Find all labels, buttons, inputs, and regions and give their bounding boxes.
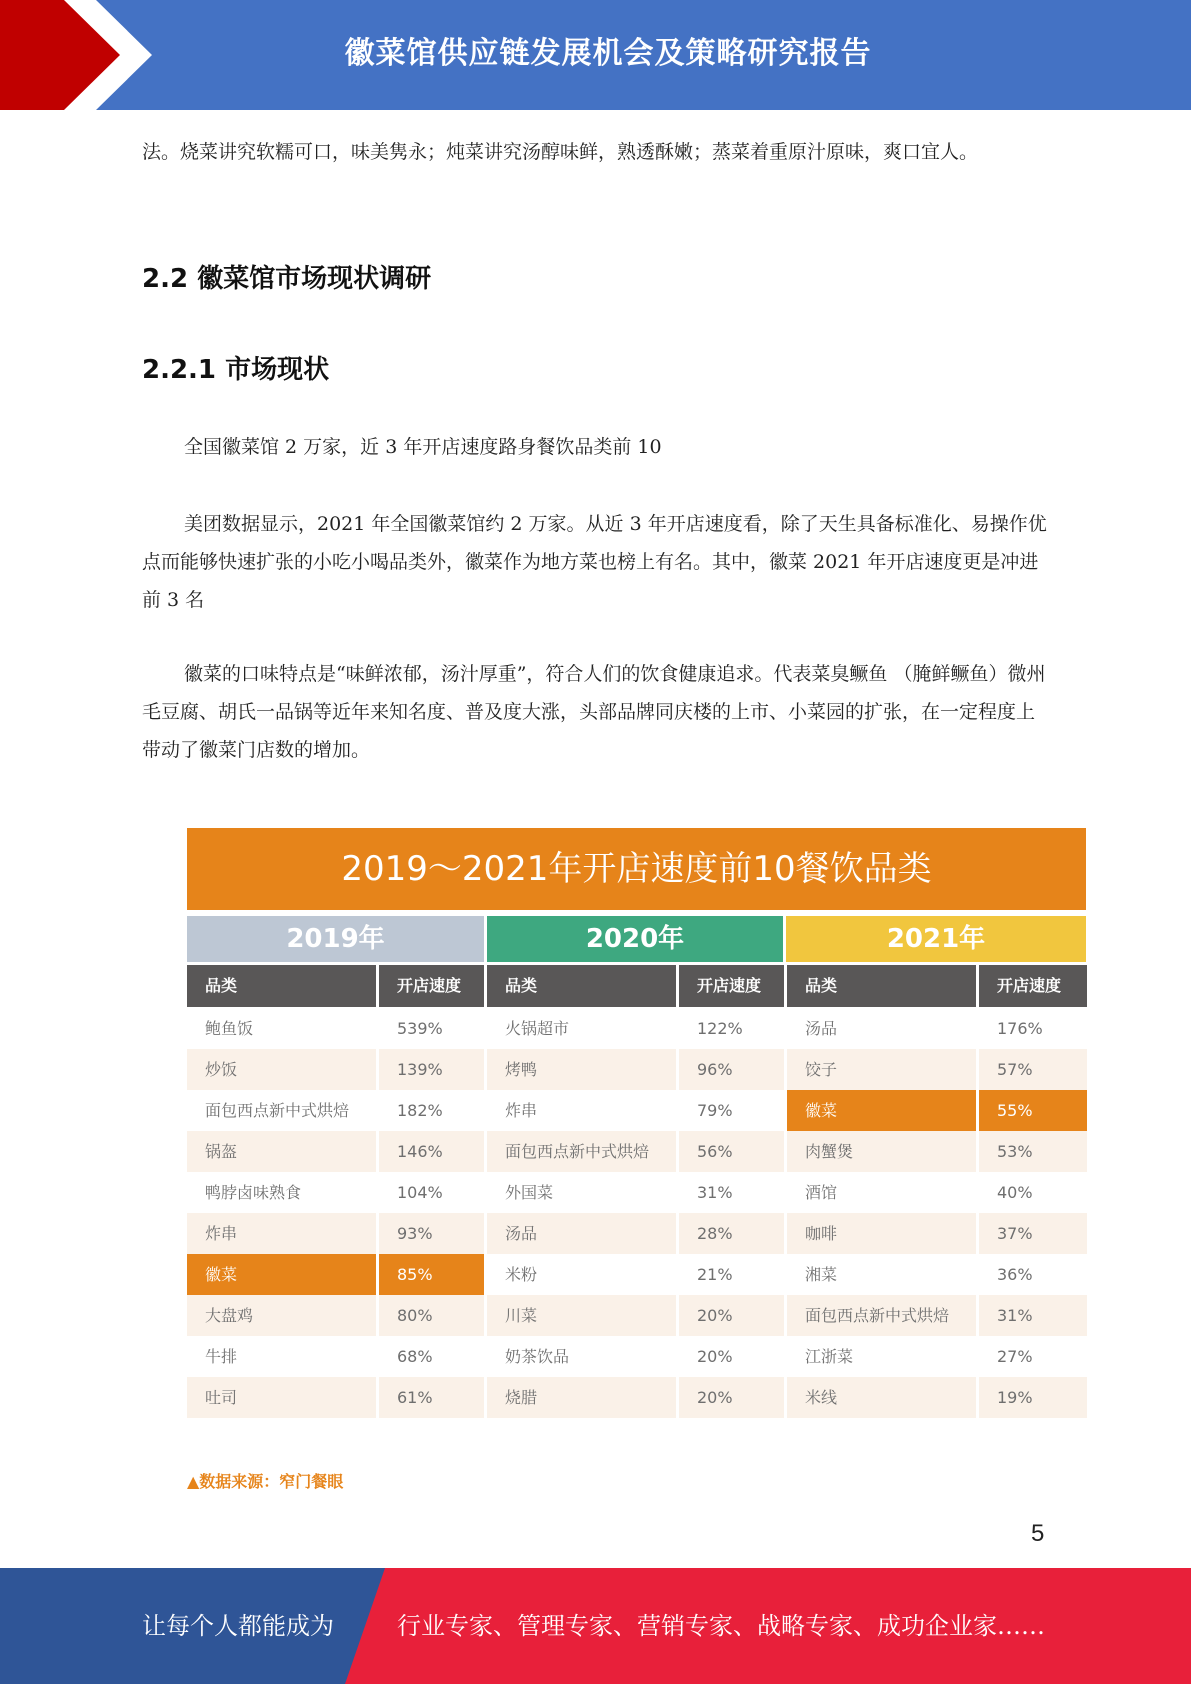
table-cell-category: 奶茶饮品 [487,1336,676,1377]
table-cell-category: 牛排 [187,1336,376,1377]
table-cell-category: 江浙菜 [787,1336,976,1377]
table-cell-speed: 176% [979,1008,1087,1049]
intro-paragraph: 法。烧菜讲究软糯可口，味美隽永；炖菜讲究汤醇味鲜，熟透酥嫩；蒸菜着重原汁原味，爽口宜人。 [142,141,979,163]
footer-slogan-right: 行业专家、管理专家、营销专家、战略专家、成功企业家…… [397,1612,1045,1640]
column-header-speed: 开店速度 [979,965,1087,1007]
column-header-speed: 开店速度 [679,965,784,1007]
year-2019-header: 2019年 [187,916,484,962]
table-cell-category: 徽菜 [187,1254,376,1295]
table-body [187,965,1086,1418]
table-cell-speed: 104% [379,1172,484,1213]
table-cell-speed: 96% [679,1049,784,1090]
table-cell-category: 面包西点新中式烘焙 [187,1090,376,1131]
table-cell-speed: 122% [679,1008,784,1049]
paragraph-2: 美团数据显示，2021 年全国徽菜馆约 2 万家。从近 3 年开店速度看，除了天生具备标准化、易操作优点而能够快速扩张的小吃小喝品类外，徽菜作为地方菜也榜上有名。其中，徽菜 2021 年开店速度更是冲进前 3 名 [142,513,1047,611]
subsection-heading: 2.2.1 市场现状 [142,355,330,385]
table-cell-speed: 139% [379,1049,484,1090]
table-cell-speed: 31% [979,1295,1087,1336]
page-number: 5 [1031,1520,1045,1547]
table-cell-speed: 20% [679,1336,784,1377]
ranking-table-figure [187,828,1086,1418]
table-cell-category: 徽菜 [787,1090,976,1131]
column-2019年-speed [376,965,484,1418]
table-cell-category: 肉蟹煲 [787,1131,976,1172]
table-cell-category: 川菜 [487,1295,676,1336]
table-cell-speed: 55% [979,1090,1087,1131]
table-cell-speed: 53% [979,1131,1087,1172]
table-cell-speed: 19% [979,1377,1087,1418]
year-2021-header: 2021年 [786,916,1086,962]
column-2021年-category [787,965,976,1418]
column-header-category: 品类 [487,965,676,1007]
section-heading: 2.2 徽菜馆市场现状调研 [142,264,432,294]
table-cell-category: 外国菜 [487,1172,676,1213]
table-cell-speed: 93% [379,1213,484,1254]
table-cell-speed: 79% [679,1090,784,1131]
table-cell-category: 炒饭 [187,1049,376,1090]
table-cell-category: 面包西点新中式烘焙 [787,1295,976,1336]
table-cell-speed: 182% [379,1090,484,1131]
table-cell-category: 鲍鱼饭 [187,1008,376,1049]
table-cell-speed: 36% [979,1254,1087,1295]
table-cell-speed: 20% [679,1295,784,1336]
table-cell-speed: 56% [679,1131,784,1172]
table-cell-category: 烤鸭 [487,1049,676,1090]
table-cell-category: 汤品 [487,1213,676,1254]
table-cell-speed: 21% [679,1254,784,1295]
table-cell-category: 大盘鸡 [187,1295,376,1336]
table-cell-speed: 539% [379,1008,484,1049]
report-title: 徽菜馆供应链发展机会及策略研究报告 [344,36,872,71]
table-cell-category: 锅盔 [187,1131,376,1172]
column-header-category: 品类 [187,965,376,1007]
table-cell-category: 湘菜 [787,1254,976,1295]
column-2020年-speed [676,965,784,1418]
table-cell-category: 吐司 [187,1377,376,1418]
data-source-note: ▲数据来源：窄门餐眼 [187,1472,344,1491]
column-2020年-category [487,965,676,1418]
table-cell-category: 汤品 [787,1008,976,1049]
column-header-category: 品类 [787,965,976,1007]
year-2020-header: 2020年 [487,916,783,962]
table-cell-speed: 57% [979,1049,1087,1090]
table-cell-speed: 40% [979,1172,1087,1213]
table-cell-speed: 61% [379,1377,484,1418]
table-cell-category: 火锅超市 [487,1008,676,1049]
column-2019年-category [187,965,376,1418]
table-cell-category: 米线 [787,1377,976,1418]
table-cell-category: 酒馆 [787,1172,976,1213]
table-title: 2019～2021年开店速度前10餐饮品类 [187,828,1086,910]
table-cell-speed: 85% [379,1254,484,1295]
page-header [0,0,1191,110]
table-cell-category: 炸串 [487,1090,676,1131]
table-cell-speed: 68% [379,1336,484,1377]
table-cell-speed: 28% [679,1213,784,1254]
table-cell-category: 炸串 [187,1213,376,1254]
table-cell-speed: 37% [979,1213,1087,1254]
table-cell-speed: 27% [979,1336,1087,1377]
table-cell-speed: 80% [379,1295,484,1336]
paragraph-1: 全国徽菜馆 2 万家，近 3 年开店速度路身餐饮品类前 10 [184,436,662,458]
paragraph-3: 徽菜的口味特点是“味鲜浓郁，汤汁厚重”，符合人们的饮食健康追求。代表菜臭鳜鱼 （腌鲜鳜鱼）微州毛豆腐、胡氏一品锅等近年来知名度、普及度大涨，头部品牌同庆楼的上市、小菜园的扩张，在一定程度上带动了徽菜门店数的增加。 [142,663,1046,761]
year-header-row [187,916,1086,962]
table-cell-speed: 20% [679,1377,784,1418]
table-cell-category: 面包西点新中式烘焙 [487,1131,676,1172]
table-cell-category: 咖啡 [787,1213,976,1254]
table-cell-category: 烧腊 [487,1377,676,1418]
table-cell-category: 鸭脖卤味熟食 [187,1172,376,1213]
page-footer [0,1568,1191,1684]
table-cell-speed: 146% [379,1131,484,1172]
column-2021年-speed [976,965,1087,1418]
column-header-speed: 开店速度 [379,965,484,1007]
table-cell-speed: 31% [679,1172,784,1213]
table-cell-category: 饺子 [787,1049,976,1090]
table-cell-category: 米粉 [487,1254,676,1295]
footer-slogan-left: 让每个人都能成为 [142,1612,334,1640]
